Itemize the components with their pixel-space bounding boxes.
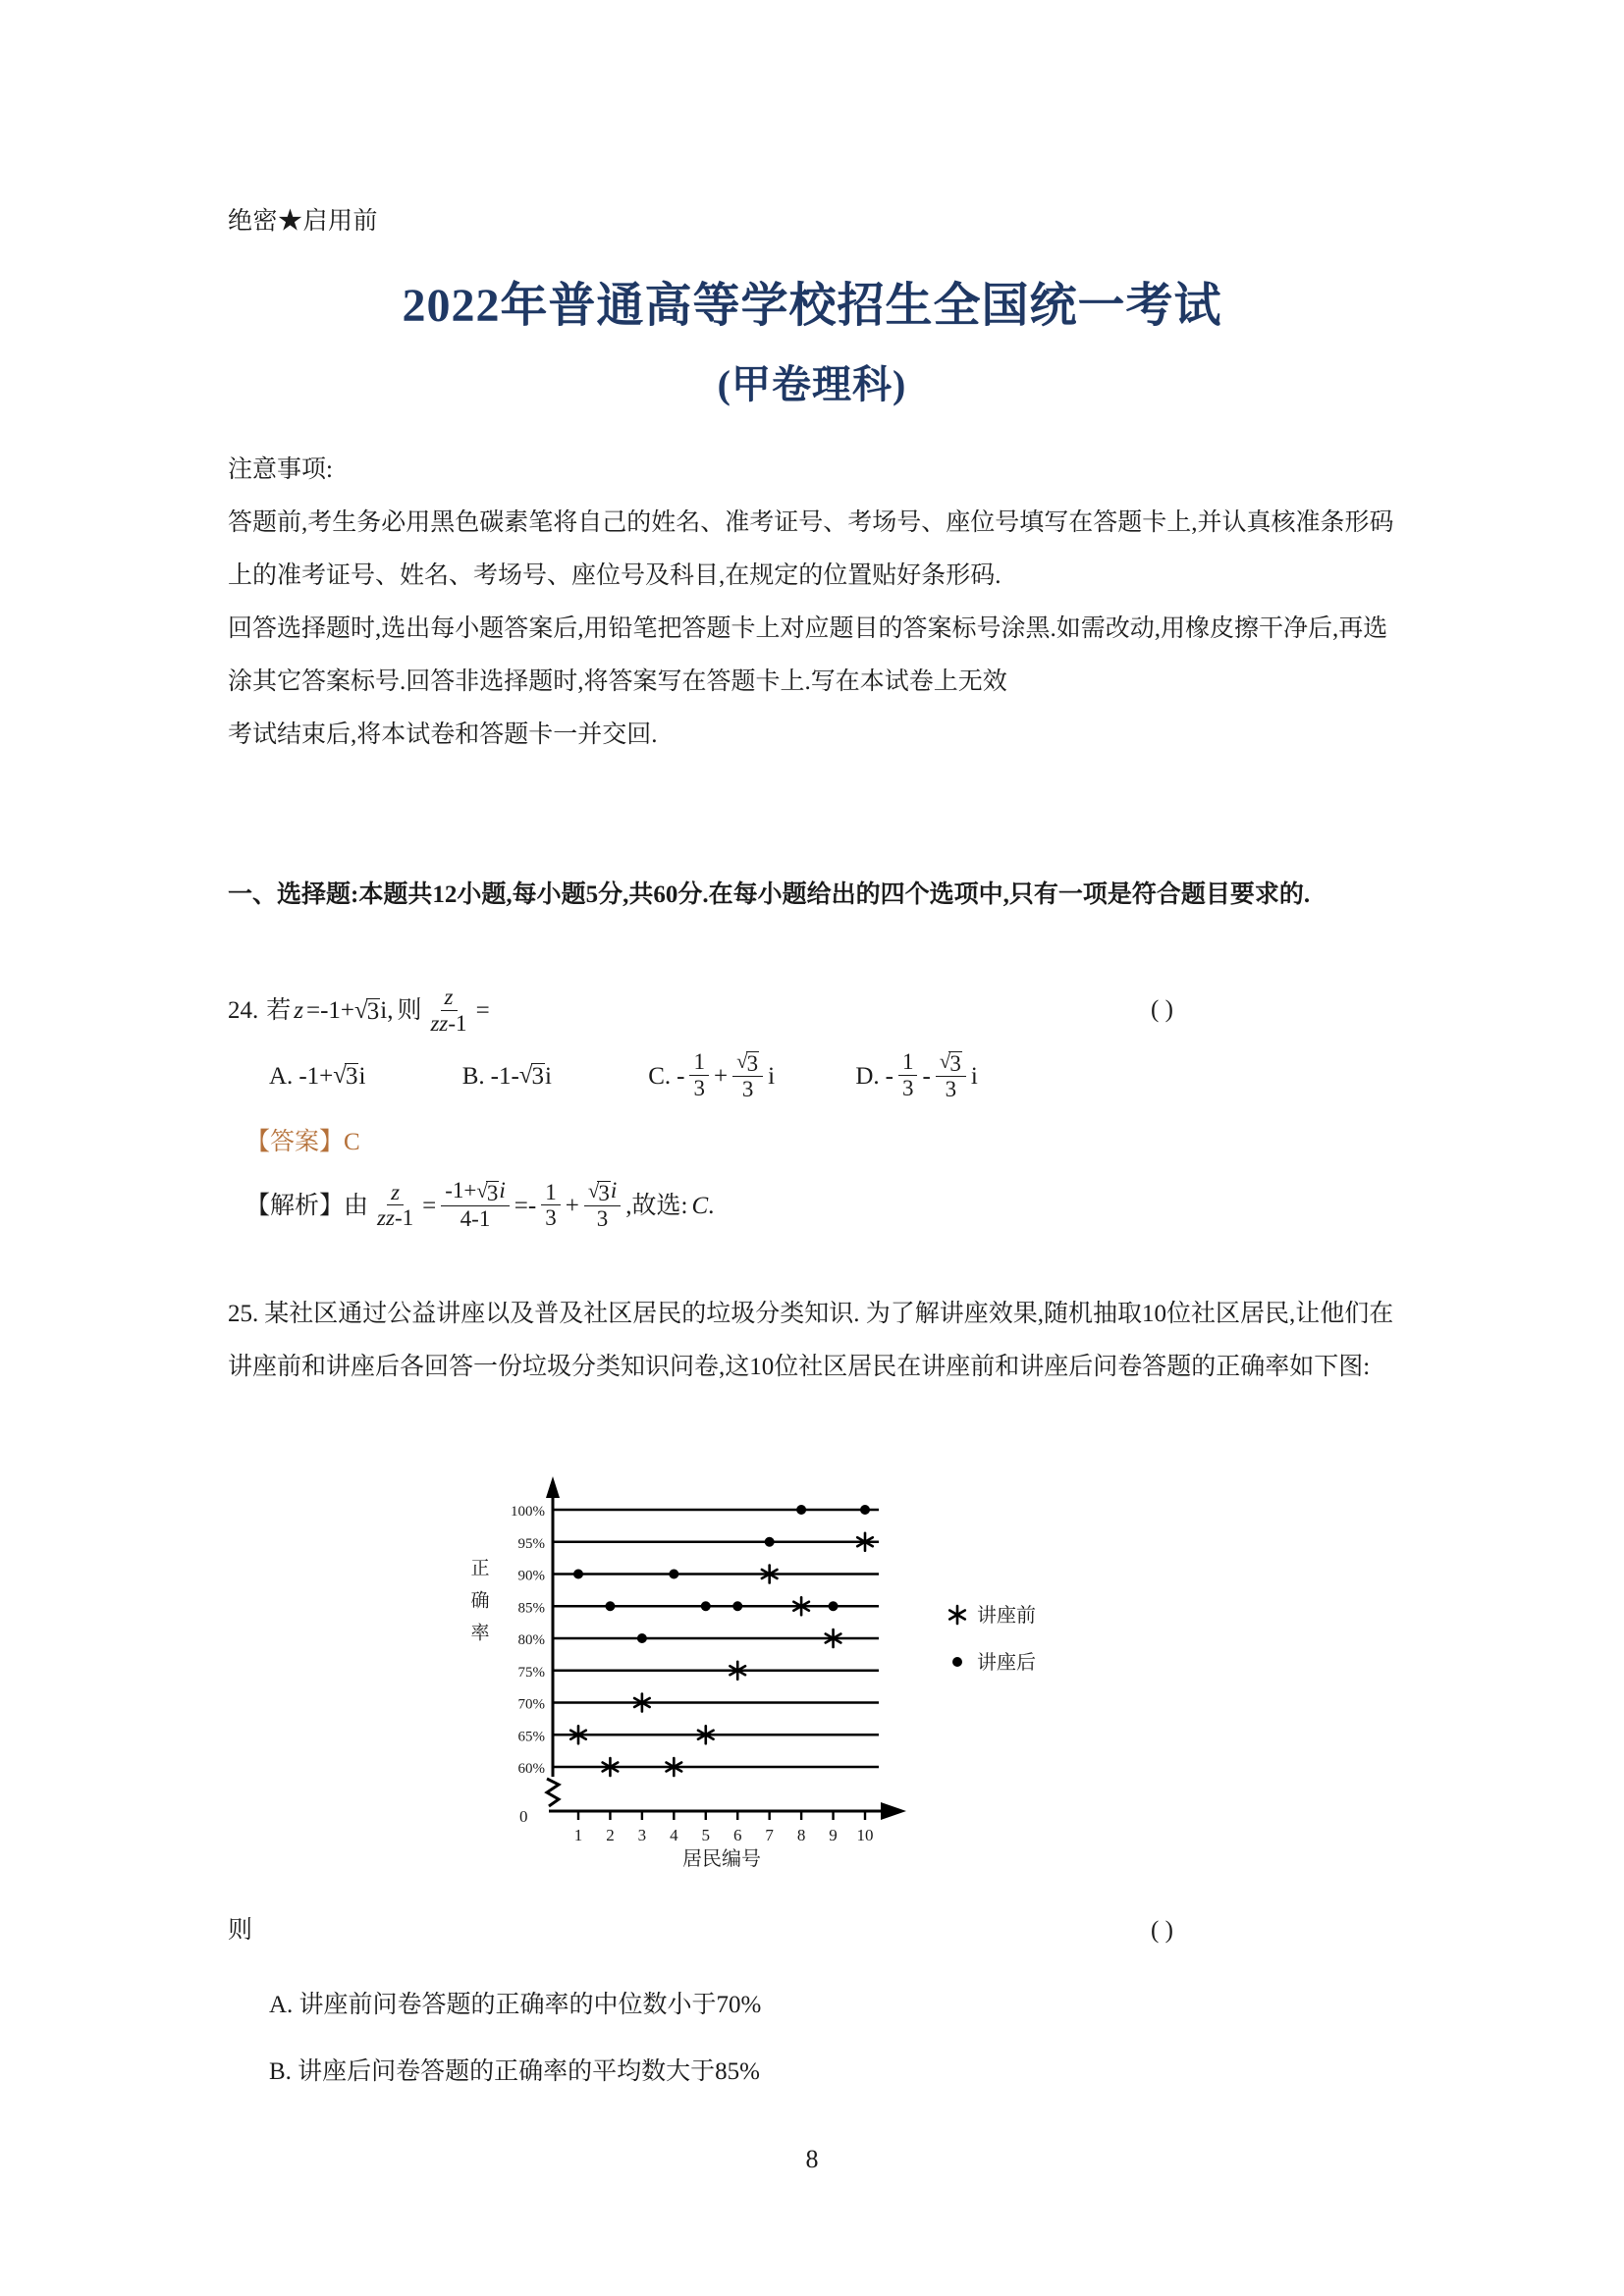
q24-choice-b-text: -1-	[490, 1062, 519, 1090]
legend-label-讲座前: 讲座前	[977, 1605, 1036, 1627]
q24-den-a: zz	[430, 1010, 449, 1036]
x-tick-label: 10	[856, 1826, 874, 1844]
data-point-讲座后-4	[669, 1570, 678, 1579]
q24-var-z: z	[294, 997, 303, 1025]
radical-icon: √	[354, 996, 368, 1024]
y-axis-title	[470, 1558, 489, 1644]
legend-marker-讲座后	[952, 1657, 962, 1667]
y-tick-labels	[511, 1504, 545, 1777]
radical-icon: √	[476, 1179, 488, 1203]
q24-answer-row	[245, 1116, 1396, 1169]
y-axis-title-char: 确	[470, 1590, 490, 1612]
q24-sol-eq2: =-	[514, 1192, 537, 1219]
q25-answer-paren: ( )	[1151, 1917, 1173, 1944]
x-tick-label: 2	[606, 1826, 615, 1844]
page-number: 8	[805, 2145, 819, 2173]
q24-choice-c-lead: -	[677, 1062, 685, 1090]
q24-c-radicand: 3	[746, 1051, 759, 1077]
q24-choice-c-frac2	[732, 1048, 763, 1102]
q24-fraction	[426, 985, 470, 1037]
q24-stem-prefix: 若	[266, 997, 292, 1025]
q24-choice-c[interactable]	[648, 1047, 775, 1106]
q25-choice-b[interactable]: B. 讲座后问卷答题的正确率的平均数大于85%	[269, 2058, 761, 2085]
gridlines	[553, 1510, 879, 1767]
notice-heading: 注意事项:	[228, 456, 333, 483]
x-tick-label: 8	[796, 1826, 806, 1844]
q25-stem: 某社区通过公益讲座以及普及社区居民的垃圾分类知识. 为了解讲座效果,随机抽取10位社区居民,让他们在讲座前和讲座后各回答一份垃圾分类知识问卷,这10位社区居民在讲座前和讲座后问卷答题的正确率如下图:	[228, 1301, 1394, 1380]
q24-choice-d-lead: -	[885, 1062, 893, 1090]
y-tick-label: 70%	[517, 1696, 545, 1713]
data-point-讲座后-5	[701, 1601, 711, 1611]
q24-den-b: -1	[448, 1010, 467, 1036]
x-tick-label: 7	[765, 1826, 774, 1844]
notice-paragraph-3: 考试结束后,将本试卷和答题卡一并交回.	[228, 721, 658, 748]
radical-icon: √	[736, 1049, 748, 1074]
q24-c-f1d: 3	[693, 1076, 705, 1101]
q24-sol-tail: ,故选:	[625, 1192, 688, 1219]
q24-choice-a-tail: i	[358, 1062, 366, 1090]
q24-c-f2n	[732, 1048, 763, 1077]
radical-icon: √	[939, 1049, 951, 1074]
y-tick-label: 95%	[517, 1535, 545, 1552]
q24-choice-c-frac1	[689, 1049, 709, 1101]
y-tick-label: 90%	[517, 1568, 545, 1584]
q24-sqrt-radicand: 3	[366, 997, 380, 1025]
q24-sol-f1d	[373, 1205, 417, 1231]
q24-choice-c-label: C.	[648, 1062, 672, 1090]
notice-paragraph-2: 回答选择题时,选出每小题答案后,用铅笔把答题卡上对应题目的答案标号涂黑.如需改动,用橡皮擦干净后,再选涂其它答案标号.回答非选择题时,将答案写在答题卡上.写在本试卷上无效	[228, 615, 1388, 695]
q24-choice-d-label: D.	[855, 1062, 880, 1090]
x-tick-label: 4	[670, 1826, 678, 1844]
q24-choice-a-sqrt	[333, 1063, 358, 1090]
q24-answer-paren: ( )	[1151, 996, 1173, 1023]
q24-sol-f2n	[441, 1178, 510, 1206]
legend-label-讲座后: 讲座后	[977, 1652, 1036, 1674]
secret-label: 绝密★启用前	[228, 208, 379, 235]
q24-sol-f4n-i: i	[610, 1178, 618, 1203]
question-24	[228, 982, 1396, 1237]
y-axis-title-char: 率	[470, 1623, 490, 1644]
radical-icon: √	[587, 1179, 600, 1203]
q24-choice-d-frac2	[936, 1048, 966, 1102]
q25-then-label: 则	[228, 1917, 253, 1944]
y-tick-label: 65%	[517, 1729, 545, 1745]
x-tick-label: 6	[732, 1826, 742, 1844]
q24-choice-a-text: -1+	[298, 1062, 334, 1090]
q24-sol-f3n: 1	[541, 1180, 561, 1206]
x-axis-title: 居民编号	[682, 1848, 761, 1870]
x-axis-arrow-icon	[881, 1802, 906, 1820]
q24-sol-period: .	[708, 1192, 715, 1219]
q24-choice-b-tail: i	[545, 1062, 552, 1090]
data-point-讲座后-1	[573, 1570, 583, 1579]
q24-sol-radicand1: 3	[486, 1181, 499, 1206]
q24-choice-b[interactable]	[462, 1047, 552, 1106]
section-heading-block	[228, 869, 1396, 922]
chart-svg	[447, 1472, 1193, 1880]
q24-answer-value: C	[344, 1128, 360, 1155]
q24-choice-a[interactable]	[269, 1047, 365, 1106]
q24-sol-f2d: 4-1	[460, 1206, 491, 1232]
q24-frac-num: z	[441, 985, 458, 1011]
data-point-讲座后-10	[860, 1505, 870, 1515]
q24-frac-den	[426, 1011, 470, 1037]
q24-choice-d-tail: i	[970, 1062, 978, 1090]
q24-sol-sqrt2	[588, 1181, 611, 1205]
q24-stem-then: 则	[397, 997, 422, 1025]
q24-stem-i: i,	[380, 997, 394, 1025]
data-point-讲座后-9	[829, 1601, 839, 1611]
q24-sol-f1n: z	[387, 1180, 404, 1206]
q24-solution	[245, 1176, 714, 1237]
q24-d-sqrt	[940, 1051, 962, 1076]
q24-number: 24.	[228, 997, 259, 1025]
q24-choice-d-op: -	[922, 1062, 931, 1090]
q24-sol-radicand2: 3	[598, 1181, 610, 1206]
data-point-讲座后-6	[732, 1601, 742, 1611]
q24-sol-frac2	[441, 1178, 510, 1232]
q24-sol-frac3	[541, 1180, 561, 1232]
data-point-讲座后-2	[605, 1601, 615, 1611]
q24-sol-f4n	[584, 1178, 621, 1206]
q24-answer-tag: 【答案】	[245, 1128, 345, 1155]
q24-choice-c-op: +	[713, 1062, 729, 1090]
q24-stem-eq: =-1+	[306, 997, 355, 1025]
q24-choice-b-sqrt	[519, 1063, 545, 1090]
q24-choice-c-tail: i	[768, 1062, 776, 1090]
q24-sol-plus: +	[565, 1192, 579, 1219]
y-tick-label: 85%	[517, 1600, 545, 1617]
q24-sol-eq1: =	[422, 1192, 437, 1219]
q24-stem	[228, 983, 490, 1040]
q24-d-radicand: 3	[949, 1051, 961, 1077]
y-tick-label: 60%	[517, 1761, 545, 1777]
q24-stem-row	[228, 982, 1396, 1040]
x-tick-label: 5	[701, 1826, 711, 1844]
q24-sqrt3	[354, 998, 380, 1025]
notice-block	[228, 444, 1396, 762]
q24-choice-b-radicand: 3	[531, 1062, 545, 1090]
x-tick-label: 3	[637, 1826, 647, 1844]
q24-choice-a-radicand: 3	[345, 1062, 358, 1090]
q24-equals: =	[475, 997, 490, 1025]
q24-sol-f4d: 3	[596, 1206, 609, 1232]
question-25	[228, 1288, 1396, 1394]
q24-solution-by: 由	[344, 1192, 369, 1219]
q24-sol-f1d-b: -1	[394, 1205, 414, 1231]
y-tick-label: 75%	[517, 1664, 545, 1681]
q24-choice-d[interactable]	[855, 1047, 977, 1106]
q24-c-f2d: 3	[741, 1077, 754, 1102]
q24-solution-row	[245, 1175, 1396, 1237]
q24-d-f1n: 1	[898, 1049, 918, 1076]
notice-paragraph-1: 答题前,考生务必用黑色碳素笔将自己的姓名、准考证号、考场号、座位号填写在答题卡上,并认真核准条形码上的准考证号、姓名、考场号、座位号及科目,在规定的位置贴好条形码.	[228, 509, 1394, 589]
section-heading: 一、选择题:本题共12小题,每小题5分,共60分.在每小题给出的四个选项中,只有一项是符合题目要求的.	[228, 881, 1311, 908]
q24-choices-row	[228, 1045, 1396, 1105]
q25-choice-a[interactable]: A. 讲座前问卷答题的正确率的中位数小于70%	[269, 1992, 762, 2018]
radical-icon: √	[333, 1061, 347, 1089]
q24-sol-f2n-a: -1+	[445, 1178, 477, 1203]
page-title: 2022年普通高等学校招生全国统一考试	[402, 280, 1222, 332]
page-subtitle: (甲卷理科)	[717, 362, 907, 406]
legend-marker-讲座前	[949, 1606, 965, 1624]
q24-sol-f3d: 3	[545, 1205, 557, 1231]
data-point-讲座后-3	[637, 1633, 647, 1643]
y-axis-title-char: 正	[470, 1558, 490, 1579]
q25-number: 25.	[228, 1301, 259, 1327]
q24-d-f1d: 3	[901, 1076, 914, 1101]
q24-sol-f1d-a: zz	[377, 1205, 395, 1231]
x-tick-labels	[574, 1826, 874, 1844]
q24-sol-frac1	[373, 1180, 417, 1232]
q25-answer-block	[228, 1904, 1396, 2099]
q24-choice-b-label: B.	[461, 1062, 485, 1090]
origin-label: 0	[519, 1807, 528, 1826]
y-tick-label: 80%	[517, 1632, 545, 1648]
q24-c-f1n: 1	[689, 1049, 709, 1076]
y-axis-arrow-icon	[546, 1476, 560, 1498]
chart-legend	[949, 1604, 1036, 1674]
q24-c-sqrt	[736, 1051, 759, 1076]
q24-choice-d-frac1	[898, 1049, 918, 1101]
data-point-讲座后-7	[765, 1537, 775, 1547]
q24-frac-den-zz	[430, 1011, 448, 1036]
data-point-讲座后-8	[796, 1505, 806, 1515]
q24-d-f2d: 3	[945, 1077, 957, 1102]
q25-then-row	[228, 1904, 1396, 1957]
axis-break-icon	[547, 1779, 559, 1806]
q24-d-f2n	[936, 1048, 966, 1077]
x-tick-label: 9	[829, 1826, 838, 1844]
q24-sol-answer: C	[691, 1192, 709, 1219]
accuracy-scatter-chart	[447, 1472, 1193, 1880]
x-tick-label: 1	[573, 1826, 583, 1844]
y-tick-label: 100%	[511, 1504, 545, 1520]
q24-sol-sqrt1	[476, 1181, 499, 1205]
q25-stem-row	[228, 1288, 1396, 1394]
radical-icon: √	[518, 1061, 533, 1089]
q24-solution-tag: 【解析】	[245, 1192, 345, 1219]
q24-sol-frac4	[584, 1178, 621, 1232]
q24-choice-a-label: A.	[269, 1062, 294, 1090]
q24-sol-f2n-i: i	[499, 1178, 506, 1203]
